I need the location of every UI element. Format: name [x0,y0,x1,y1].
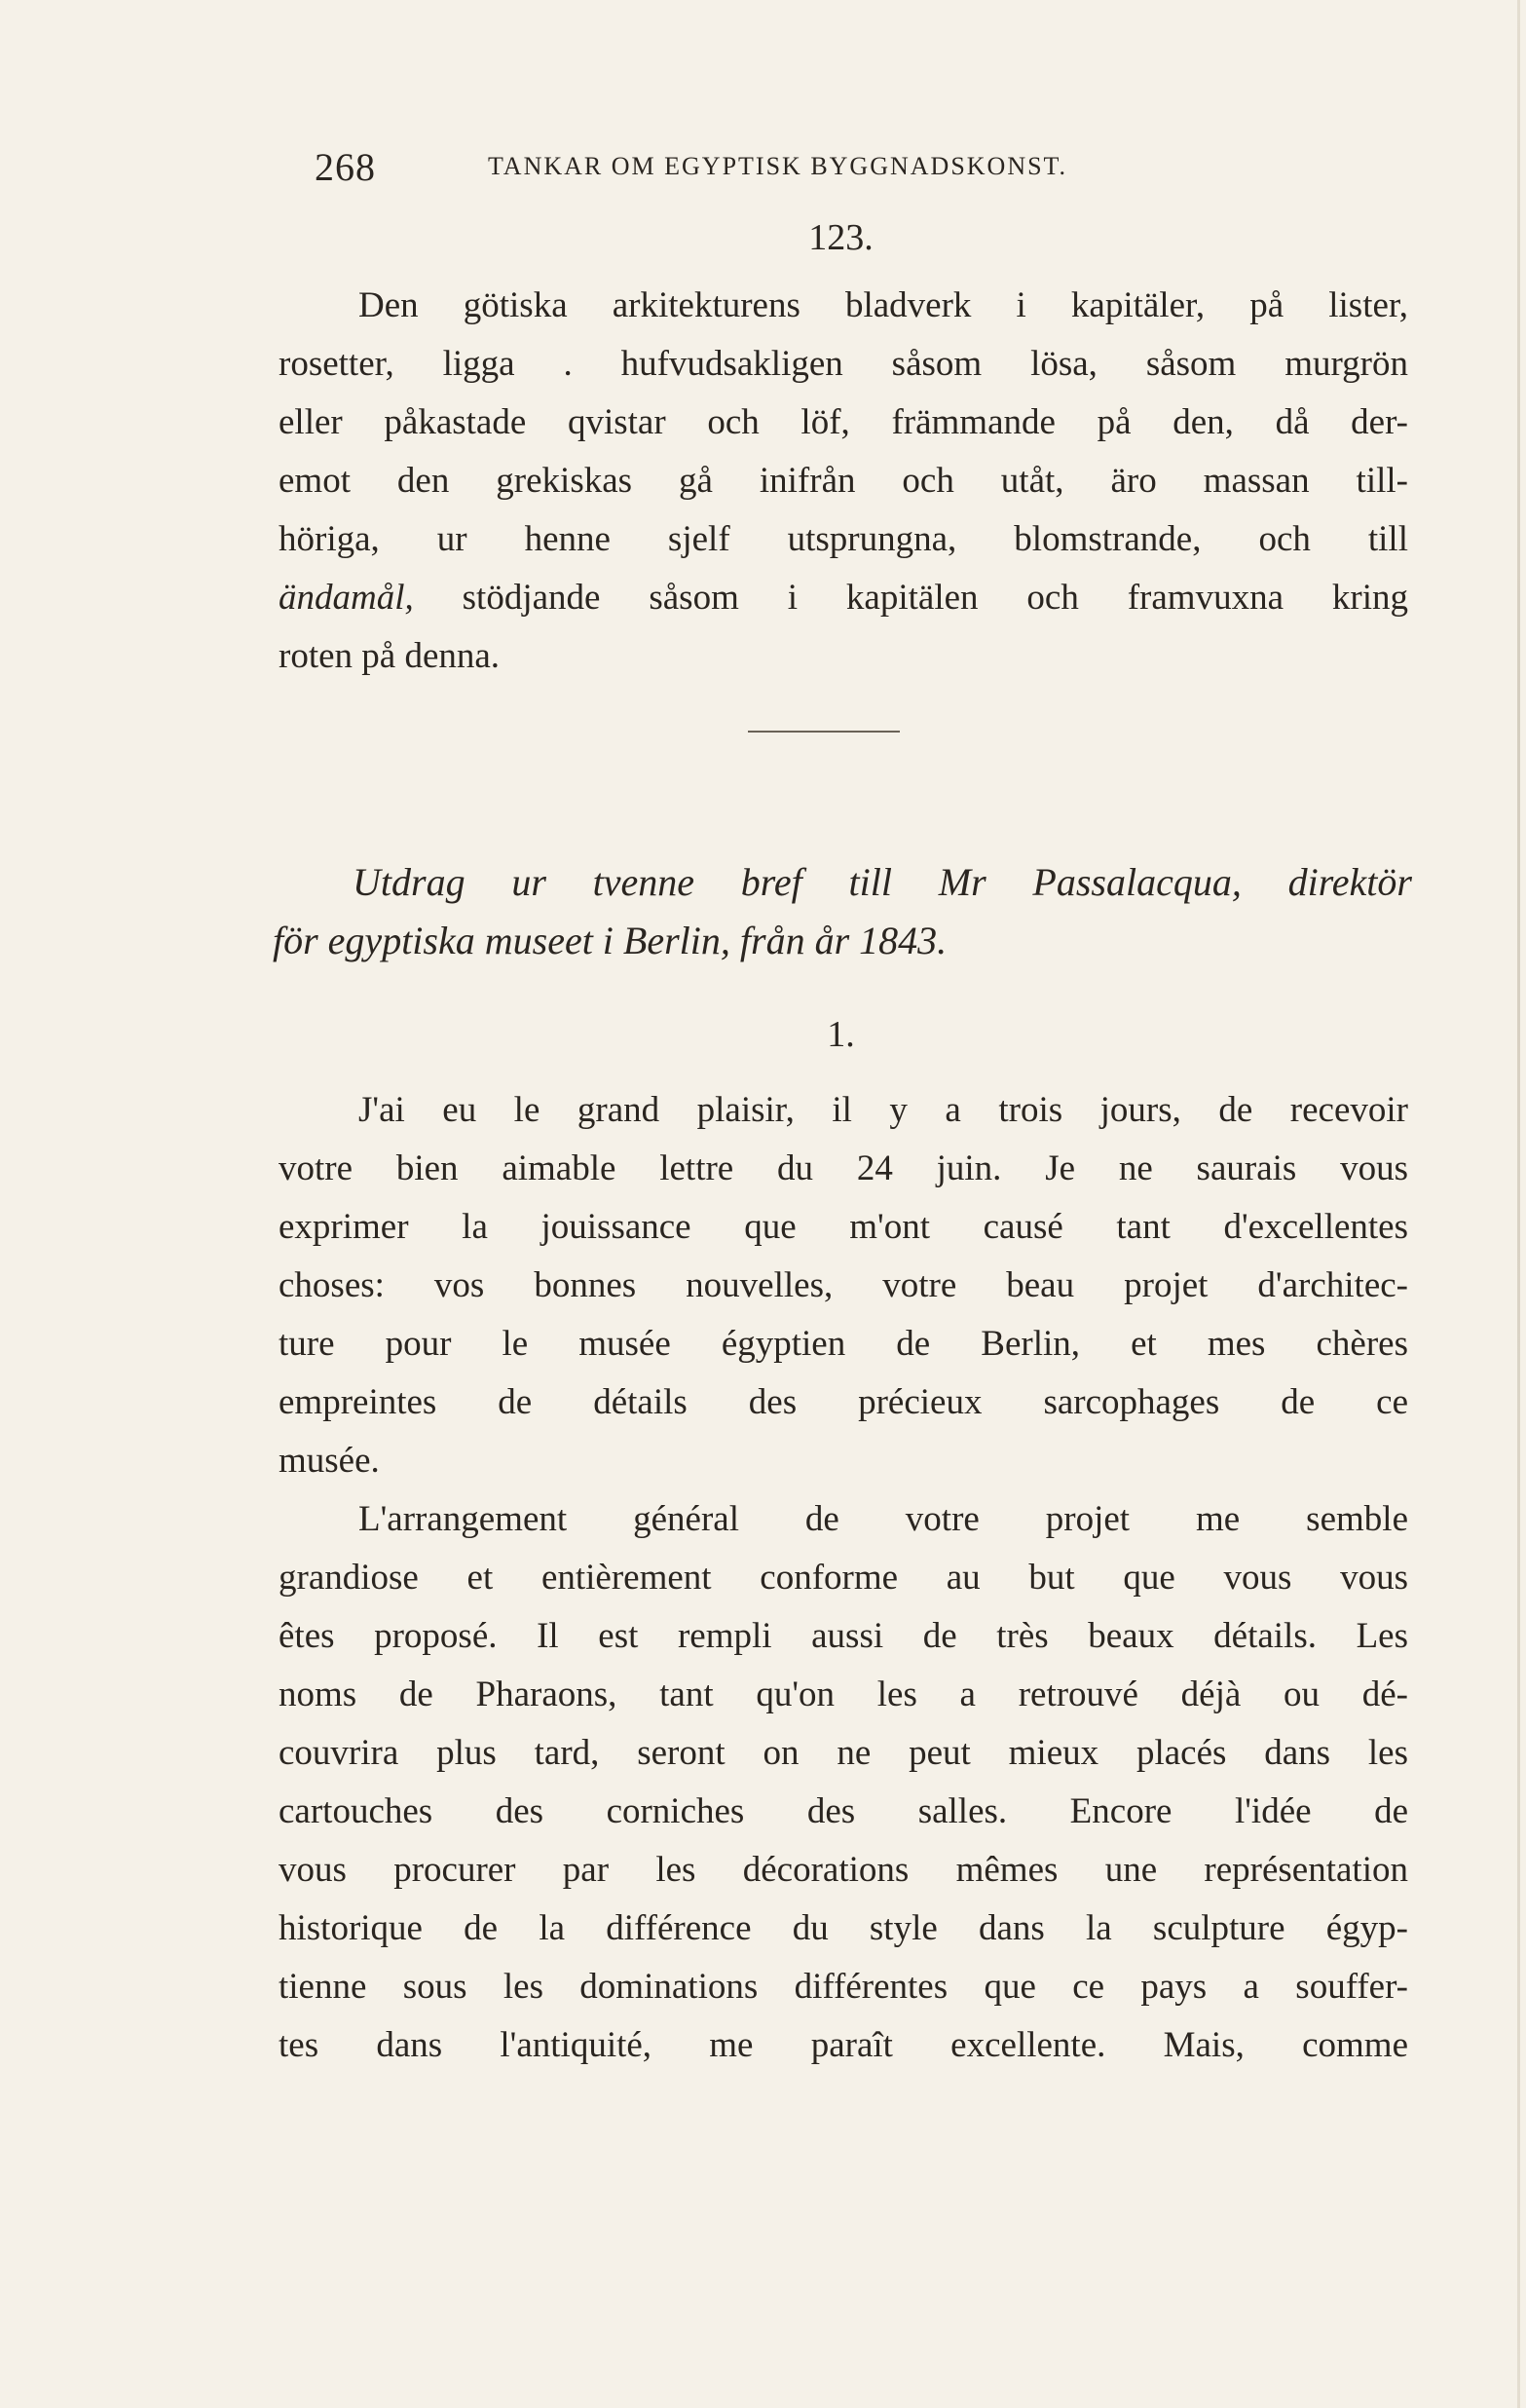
text-line: tienne sous les dominations différentes que ce pays a souffer- [279,1967,1408,2007]
text-line: höriga, ur henne sjelf utsprungna, blomstrande, och till [279,519,1408,559]
text-line: exprimer la jouissance que m'ont causé tant d'excellentes [279,1207,1408,1247]
text-line: ändamål, stödjande såsom i kapitälen och framvuxna kring [279,578,1408,618]
section-number-1: 1. [827,1014,855,1055]
text-line: L'arrangement général de votre projet me semble [358,1499,1408,1539]
text-line: votre bien aimable lettre du 24 juin. Je ne saurais vous [279,1148,1408,1188]
text-line: J'ai eu le grand plaisir, il y a trois jours, de recevoir [358,1090,1408,1130]
running-head [315,144,1191,193]
text-line: roten på denna. [279,636,501,676]
text-line: ture pour le musée égyptien de Berlin, et mes chères [279,1324,1408,1364]
section-divider [748,731,900,733]
excerpt-title-line: för egyptiska museet i Berlin, från år 1843. [273,919,948,962]
running-title: TANKAR OM EGYPTISK BYGGNADSKONST. [488,152,1068,180]
text-line: noms de Pharaons, tant qu'on les a retrouvé déjà ou dé- [279,1674,1408,1714]
section-123-text [279,277,1408,686]
text-line: empreintes de détails des précieux sarcophages de ce [279,1382,1408,1422]
text-line: couvrira plus tard, seront on ne peut mieux placés dans les [279,1733,1408,1773]
excerpt-title-line: Utdrag ur tvenne bref till Mr Passalacqua, direktör [353,860,1412,904]
text-line: emot den grekiskas gå inifrån och utåt, äro massan till- [279,461,1408,501]
text-line: cartouches des corniches des salles. Encore l'idée de [279,1791,1408,1831]
text-line: eller påkastade qvistar och löf, främmande på den, då der- [279,402,1408,442]
letter-text [279,1081,1408,2075]
text-line: rosetter, ligga . hufvudsakligen såsom lösa, såsom murgrön [279,344,1408,384]
text-line: grandiose et entièrement conforme au but que vous vous [279,1558,1408,1598]
text-line: tes dans l'antiquité, me paraît excellente. Mais, comme [279,2025,1408,2065]
text-line: choses: vos bonnes nouvelles, votre beau projet d'architec- [279,1265,1408,1305]
page-number: 268 [315,145,376,189]
section-number-123: 123. [808,217,874,258]
italic-word: ändamål, [279,578,414,618]
text-line: Den götiska arkitekturens bladverk i kapitäler, på lister, [358,285,1408,325]
text-line: musée. [279,1441,380,1481]
text-line: êtes proposé. Il est rempli aussi de très beaux détails. Les [279,1616,1408,1656]
text-line: historique de la différence du style dans la sculpture égyp- [279,1908,1408,1948]
page-edge [1517,0,1520,2408]
text-line: vous procurer par les décorations mêmes une représentation [279,1850,1408,1890]
excerpt-title [273,851,1412,968]
